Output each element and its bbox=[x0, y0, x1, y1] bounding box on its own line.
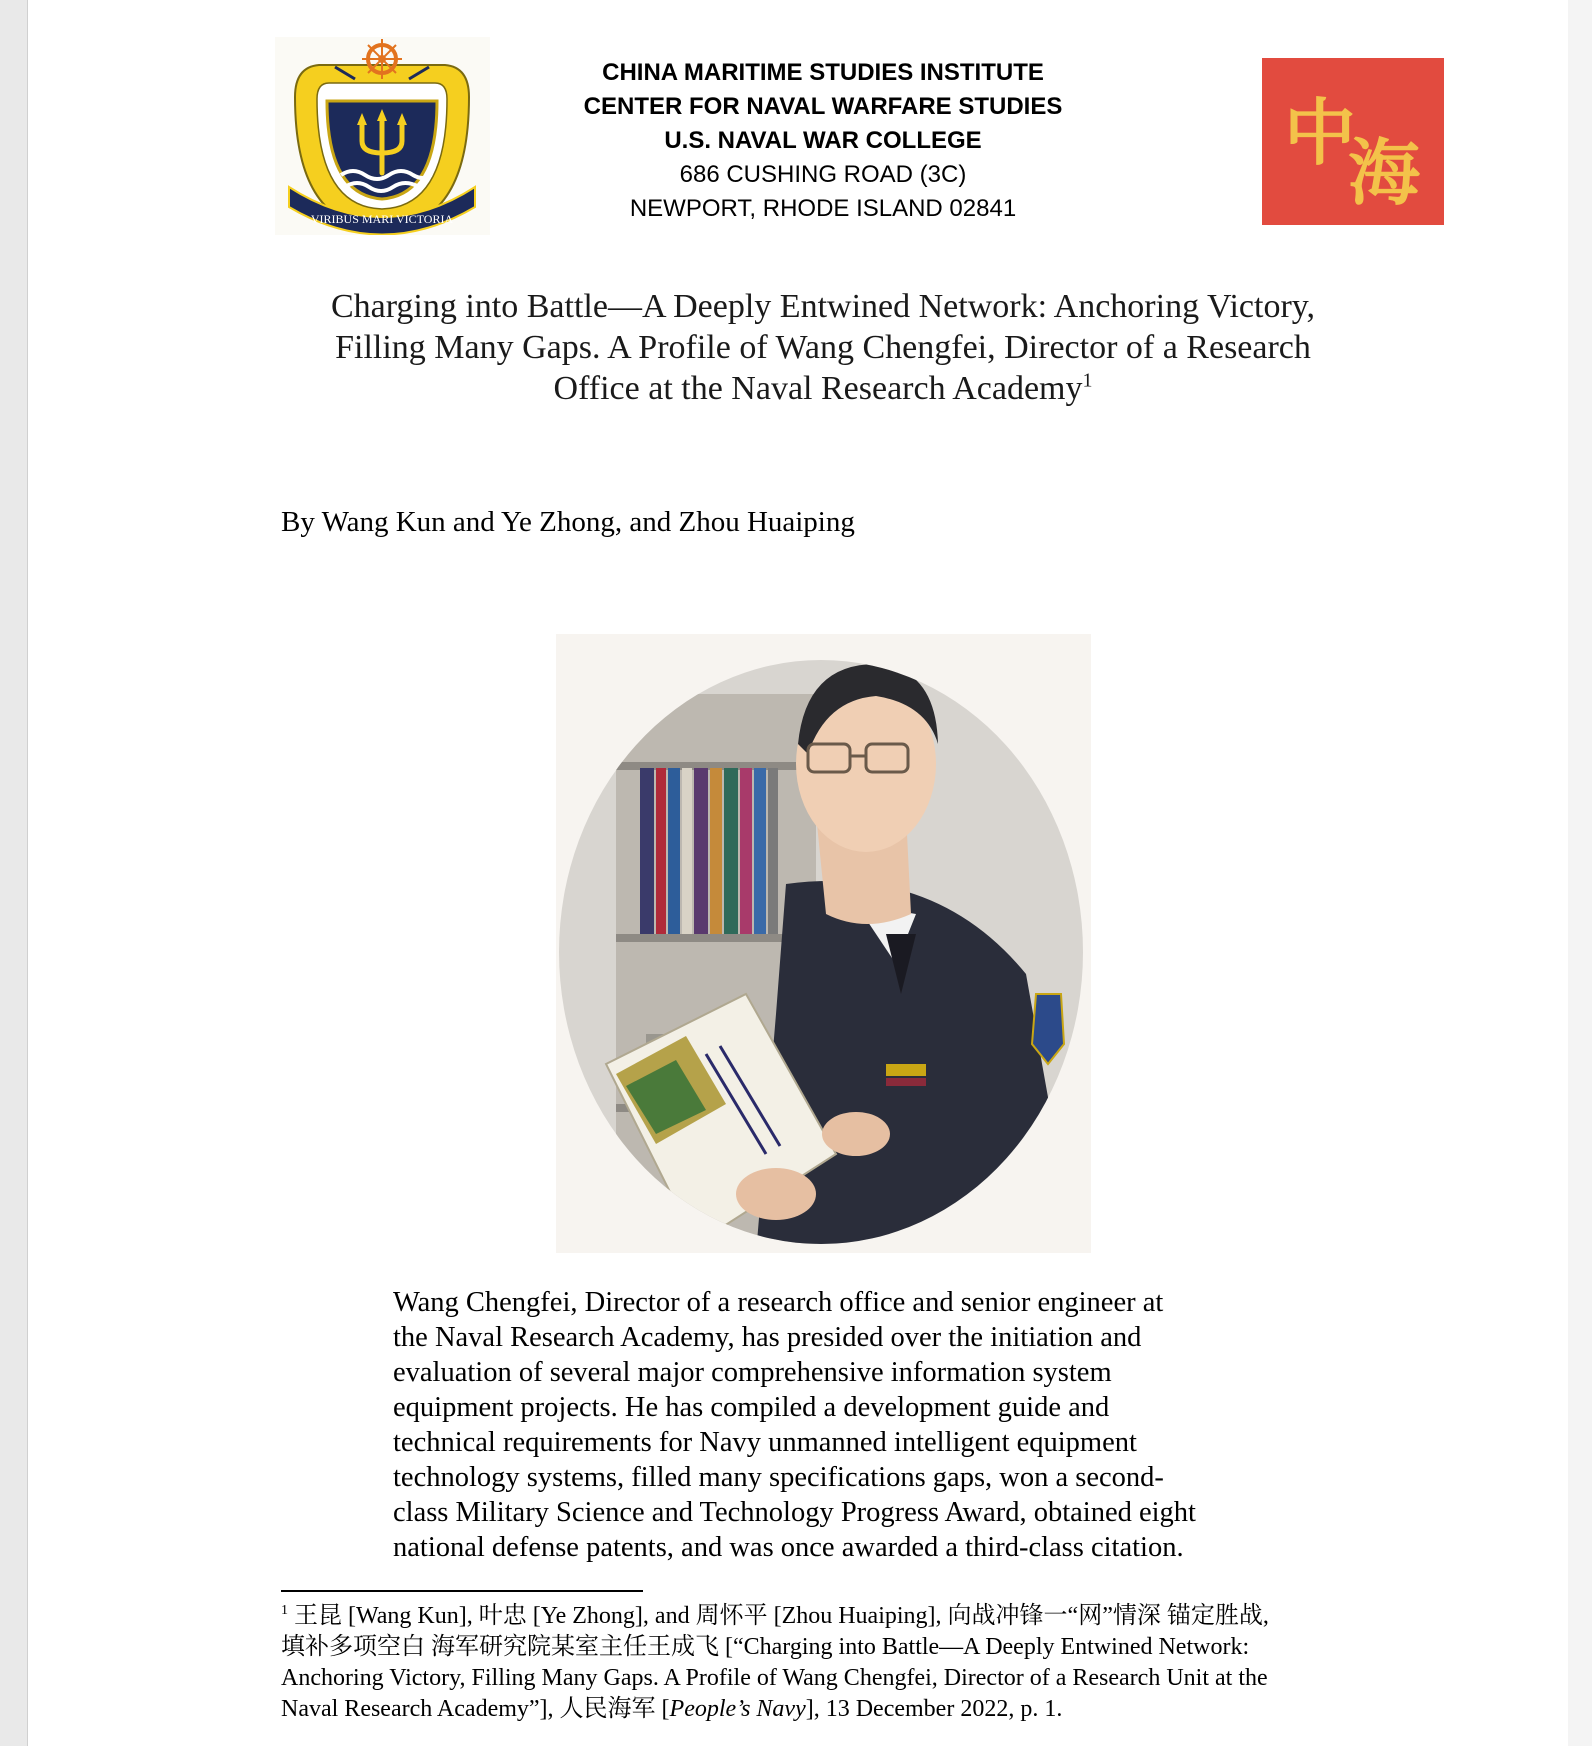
seal-motto: VIRIBUS MARI VICTORIA bbox=[310, 212, 454, 226]
caption-line: technical requirements for Navy unmanned intelligent equipment bbox=[393, 1427, 1137, 1458]
header-line-3: U.S. NAVAL WAR COLLEGE bbox=[664, 127, 982, 154]
footnote-line-2: 填补多项空白 海军研究院某室主任王成飞 [“Charging into Battle—A Deeply Entwined Network: bbox=[281, 1634, 1250, 1660]
caption-line: evaluation of several major comprehensive information system bbox=[393, 1357, 1112, 1388]
portrait-photo bbox=[556, 634, 1091, 1253]
header-line-1: CHINA MARITIME STUDIES INSTITUTE bbox=[602, 59, 1044, 86]
title-footnote-mark[interactable]: 1 bbox=[1082, 369, 1093, 392]
photo-caption bbox=[393, 1285, 1273, 1565]
byline: By Wang Kun and Ye Zhong, and Zhou Huaiping bbox=[281, 506, 855, 538]
footnote-journal-title: People’s Navy bbox=[669, 1696, 806, 1722]
footnote-line-4-end: ], 13 December 2022, p. 1. bbox=[805, 1696, 1063, 1722]
footnote bbox=[281, 1601, 1401, 1725]
window-gutter bbox=[1568, 0, 1592, 1746]
title-line-3: Office at the Naval Research Academy bbox=[553, 370, 1083, 407]
title-line-1: Charging into Battle—A Deeply Entwined Network: Anchoring Victory, bbox=[330, 288, 1316, 325]
naval-war-college-seal bbox=[275, 37, 490, 235]
caption-line: national defense patents, and was once awarded a third-class citation. bbox=[393, 1532, 1184, 1563]
caption-line: Wang Chengfei, Director of a research office and senior engineer at bbox=[393, 1287, 1164, 1318]
cmsi-char-2: 海 bbox=[1347, 131, 1421, 215]
title-line-2: Filling Many Gaps. A Profile of Wang Chengfei, Director of a Research bbox=[335, 329, 1311, 366]
footnote-line-1: 王昆 [Wang Kun], 叶忠 [Ye Zhong], and 周怀平 [Zhou Huaiping], 向战冲锋一“网”情深 锚定胜战, bbox=[294, 1603, 1269, 1629]
cmsi-char-1: 中 bbox=[1283, 91, 1357, 175]
caption-line: the Naval Research Academy, has presided over the initiation and bbox=[393, 1322, 1142, 1353]
header-line-2: CENTER FOR NAVAL WARFARE STUDIES bbox=[583, 93, 1063, 120]
footnote-mark: 1 bbox=[281, 1603, 288, 1618]
footnote-separator bbox=[281, 1590, 643, 1592]
header-address-street: 686 CUSHING ROAD (3C) bbox=[679, 161, 967, 188]
caption-line: class Military Science and Technology Progress Award, obtained eight bbox=[393, 1497, 1196, 1528]
footnote-line-3: Anchoring Victory, Filling Many Gaps. A Profile of Wang Chengfei, Director of a Research Unit at the bbox=[281, 1665, 1268, 1691]
header-address-city: NEWPORT, RHODE ISLAND 02841 bbox=[629, 195, 1017, 222]
caption-line: technology systems, filled many specifications gaps, won a second- bbox=[393, 1462, 1164, 1493]
caption-line: equipment projects. He has compiled a development guide and bbox=[393, 1392, 1110, 1423]
document-page bbox=[27, 0, 1569, 1746]
footnote-line-4-start: Naval Research Academy”], 人民海军 [ bbox=[281, 1696, 670, 1722]
cmsi-logo bbox=[1262, 58, 1444, 225]
article-title bbox=[258, 286, 1388, 409]
institute-header bbox=[558, 56, 1088, 226]
